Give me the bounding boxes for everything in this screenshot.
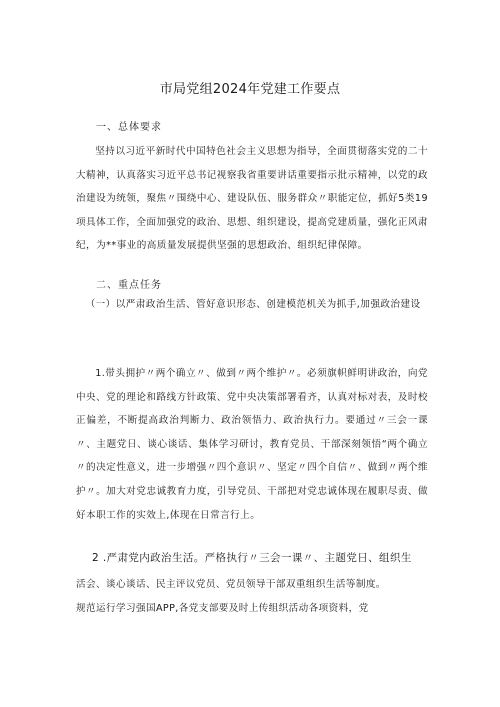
paragraph-item-2-line-3: 规范运行学习强国APP,各党支部要及时上传组织活动各项资料，党 (76, 603, 369, 614)
paragraph-item-1: 1.带头拥护〃两个确立〃、做到〃两个维护〃。必须旗帜鲜明讲政治，向党中央、党的理论和路线方针政策、党中央决策部署看齐，认真对标对表，及时校正偏差，不断提高政治判断力、政治领悟力、政治执行力。要通过〃三会一课〃、主题党日、谈心谈话、集体学习研讨，教育党员、干部深刻领悟“两个确立〃的决定性意义，进一步增强〃四个意识〃、坚定〃四个自信〃、做到〃两个维护〃。加大对党忠诚教育力度，引导党员、干部把对党忠诚体现在履职尽责、做好本职工作的实效上,体现在日常言行上。 (76, 368, 428, 521)
document-title: 市局党组2024年党建工作要点 (159, 82, 341, 97)
paragraph-item-2-line-1: 2 .严肃党内政治生活。严格执行〃三会一课〃、主题党日、组织生 (92, 552, 412, 564)
section-heading-general-requirements: 一、总体要求 (96, 122, 162, 133)
section-heading-key-tasks: 二、重点任务 (96, 280, 162, 291)
paragraph-general-requirements: 坚持以习近平新时代中国特色社会主义思想为指导，全面贯彻落实党的二十大精神，认真落实习近平总书记视察我省重要讲话重要指示批示精神，以党的政治建设为统领，聚焦〃围绕中心、建设队伍、服务群众〃职能定位，抓好5类19项具体工作，全面加强党的政治、思想、组织建设，提高党建质量，强化正风肃纪，为**事业的高质量发展提供坚强的思想政治、组织纪律保障。 (76, 146, 428, 252)
subsection-heading-political-building: （一）以严肃政治生活、管好意识形态、创建模范机关为抓手,加强政治建设 (85, 299, 421, 310)
paragraph-item-2-line-2: 活会、谈心谈话、民主评议党员、党员领导干部双重组织生活等制度。 (76, 579, 386, 590)
